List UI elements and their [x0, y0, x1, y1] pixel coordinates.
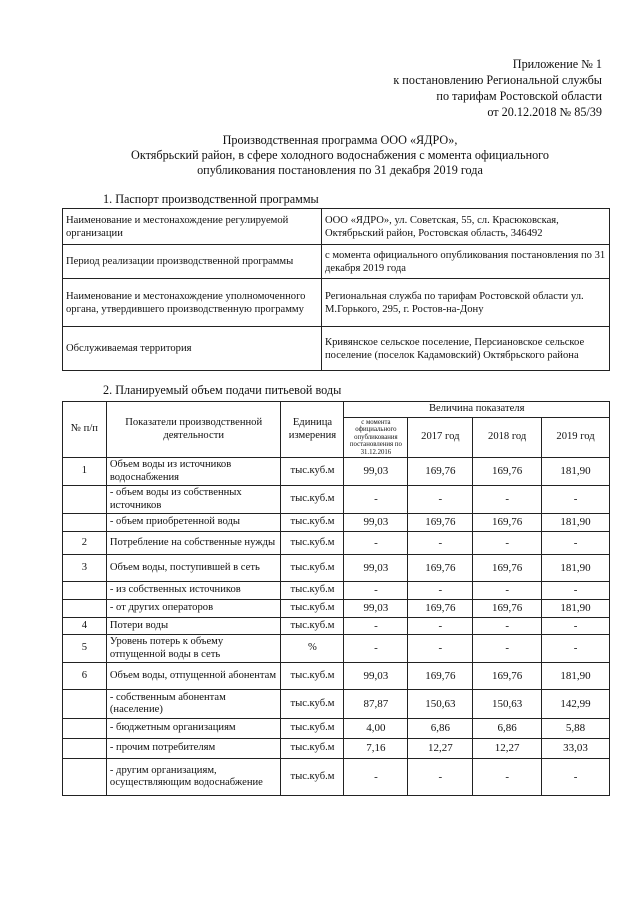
- appendix-line: от 20.12.2018 № 85/39: [487, 105, 602, 119]
- row-indicator: - бюджетным организациям: [106, 719, 281, 739]
- row-value-2017: -: [408, 582, 473, 600]
- row-indicator: Потребление на собственные нужды: [106, 532, 281, 555]
- row-num: [63, 759, 107, 796]
- row-value-period0: 99,03: [344, 663, 408, 690]
- passport-value: Региональная служба по тарифам Ростовской области ул. М.Горького, 295, г. Ростов-на-Дону: [322, 279, 610, 327]
- row-num: [63, 739, 107, 759]
- passport-label: Наименование и местонахождение уполномоченного органа, утвердившего производственную программу: [63, 279, 322, 327]
- passport-label: Период реализации производственной программы: [63, 245, 322, 279]
- row-indicator: Объем воды, отпущенной абонентам: [106, 663, 281, 690]
- row-value-2018: -: [473, 486, 542, 514]
- row-value-2018: 150,63: [473, 690, 542, 719]
- header-2017: 2017 год: [408, 417, 473, 458]
- row-value-2019: 33,03: [542, 739, 610, 759]
- table-header-row: [63, 402, 610, 418]
- row-value-2017: 169,76: [408, 600, 473, 618]
- row-unit: тыс.куб.м: [281, 532, 344, 555]
- row-value-2017: 169,76: [408, 663, 473, 690]
- row-value-period0: 99,03: [344, 555, 408, 582]
- row-value-2019: -: [542, 618, 610, 635]
- section-heading-volume: 2. Планируемый объем подачи питьевой воды: [103, 383, 342, 397]
- row-num: 4: [63, 618, 107, 635]
- row-value-2018: 169,76: [473, 663, 542, 690]
- row-value-2017: 6,86: [408, 719, 473, 739]
- volume-table: [62, 401, 610, 796]
- table-row: [63, 514, 610, 532]
- row-num: [63, 486, 107, 514]
- row-value-period0: -: [344, 532, 408, 555]
- row-value-2019: 142,99: [542, 690, 610, 719]
- row-indicator: - объем приобретенной воды: [106, 514, 281, 532]
- row-num: [63, 719, 107, 739]
- row-indicator: Уровень потерь к объему отпущенной воды в сеть: [106, 635, 281, 663]
- row-value-2018: -: [473, 582, 542, 600]
- row-indicator: - от других операторов: [106, 600, 281, 618]
- row-value-2019: -: [542, 759, 610, 796]
- row-unit: тыс.куб.м: [281, 719, 344, 739]
- row-num: [63, 690, 107, 719]
- title-line: Октябрьский район, в сфере холодного водоснабжения с момента официального: [131, 148, 549, 162]
- table-row: [63, 759, 610, 796]
- row-value-period0: 4,00: [344, 719, 408, 739]
- row-value-2018: 169,76: [473, 514, 542, 532]
- row-num: [63, 514, 107, 532]
- row-indicator: - собственным абонентам (население): [106, 690, 281, 719]
- section-heading-passport: 1. Паспорт производственной программы: [103, 192, 319, 206]
- row-value-2019: 181,90: [542, 514, 610, 532]
- passport-label: Обслуживаемая территория: [63, 327, 322, 371]
- row-value-2018: -: [473, 618, 542, 635]
- row-value-2018: 169,76: [473, 555, 542, 582]
- row-value-2019: 5,88: [542, 719, 610, 739]
- row-value-2018: -: [473, 759, 542, 796]
- table-row: [63, 532, 610, 555]
- document-title: [60, 133, 620, 178]
- header-2018: 2018 год: [473, 417, 542, 458]
- row-value-2017: -: [408, 759, 473, 796]
- header-indicator: Показатели производственной деятельности: [106, 402, 281, 458]
- table-row: [63, 555, 610, 582]
- table-row: [63, 279, 610, 327]
- passport-value: Кривянское сельское поселение, Персиановское сельское поселение (поселок Кадамовский) Октябрьского района: [322, 327, 610, 371]
- row-value-2018: 12,27: [473, 739, 542, 759]
- passport-label: Наименование и местонахождение регулируемой организации: [63, 209, 322, 245]
- table-row: [63, 719, 610, 739]
- volume-table-body: [63, 458, 610, 796]
- row-value-2017: 150,63: [408, 690, 473, 719]
- row-value-2017: -: [408, 486, 473, 514]
- row-value-2019: -: [542, 582, 610, 600]
- row-num: 3: [63, 555, 107, 582]
- row-num: 2: [63, 532, 107, 555]
- appendix-block: [342, 56, 602, 120]
- passport-value: ООО «ЯДРО», ул. Советская, 55, сл. Красюковская, Октябрьский район, Ростовская область, 346492: [322, 209, 610, 245]
- row-value-2018: -: [473, 635, 542, 663]
- table-row: [63, 245, 610, 279]
- appendix-line: к постановлению Региональной службы: [393, 73, 602, 87]
- table-row: [63, 486, 610, 514]
- row-value-2019: -: [542, 486, 610, 514]
- header-num: № п/п: [63, 402, 107, 458]
- row-value-2017: 12,27: [408, 739, 473, 759]
- row-num: 6: [63, 663, 107, 690]
- row-indicator: Потери воды: [106, 618, 281, 635]
- row-value-period0: 7,16: [344, 739, 408, 759]
- header-2019: 2019 год: [542, 417, 610, 458]
- row-num: [63, 582, 107, 600]
- table-row: [63, 582, 610, 600]
- header-unit: Единица измерения: [281, 402, 344, 458]
- row-value-2018: 169,76: [473, 458, 542, 486]
- row-unit: тыс.куб.м: [281, 600, 344, 618]
- row-num: 5: [63, 635, 107, 663]
- appendix-line: Приложение № 1: [512, 57, 602, 71]
- row-value-2017: 169,76: [408, 555, 473, 582]
- table-row: [63, 458, 610, 486]
- row-num: 1: [63, 458, 107, 486]
- passport-value: с момента официального опубликования постановления по 31 декабря 2019 года: [322, 245, 610, 279]
- row-value-2019: 181,90: [542, 663, 610, 690]
- row-value-2019: -: [542, 532, 610, 555]
- table-row: [63, 663, 610, 690]
- row-unit: тыс.куб.м: [281, 739, 344, 759]
- row-unit: тыс.куб.м: [281, 458, 344, 486]
- row-unit: тыс.куб.м: [281, 759, 344, 796]
- row-indicator: - объем воды из собственных источников: [106, 486, 281, 514]
- table-row: [63, 600, 610, 618]
- row-indicator: Объем воды, поступившей в сеть: [106, 555, 281, 582]
- row-value-2019: -: [542, 635, 610, 663]
- row-unit: тыс.куб.м: [281, 555, 344, 582]
- table-row: [63, 690, 610, 719]
- row-unit: %: [281, 635, 344, 663]
- table-row: [63, 618, 610, 635]
- row-value-period0: -: [344, 618, 408, 635]
- row-value-2017: -: [408, 618, 473, 635]
- row-indicator: - прочим потребителям: [106, 739, 281, 759]
- row-value-period0: 87,87: [344, 690, 408, 719]
- title-line: Производственная программа ООО «ЯДРО»,: [222, 133, 458, 147]
- row-value-period0: -: [344, 635, 408, 663]
- row-unit: тыс.куб.м: [281, 618, 344, 635]
- row-unit: тыс.куб.м: [281, 582, 344, 600]
- row-value-2017: -: [408, 635, 473, 663]
- row-value-2019: 181,90: [542, 555, 610, 582]
- row-value-period0: 99,03: [344, 458, 408, 486]
- row-value-2018: 6,86: [473, 719, 542, 739]
- row-value-2018: -: [473, 532, 542, 555]
- row-unit: тыс.куб.м: [281, 690, 344, 719]
- row-value-period0: -: [344, 582, 408, 600]
- row-value-2019: 181,90: [542, 600, 610, 618]
- row-value-period0: -: [344, 759, 408, 796]
- table-row: [63, 635, 610, 663]
- table-row: [63, 327, 610, 371]
- row-value-2017: 169,76: [408, 458, 473, 486]
- header-value: Величина показателя: [344, 402, 610, 418]
- header-period0: с момента официального опубликования постановления по 31.12.2016: [344, 417, 408, 458]
- row-value-2017: 169,76: [408, 514, 473, 532]
- table-row: [63, 739, 610, 759]
- row-unit: тыс.куб.м: [281, 663, 344, 690]
- title-line: опубликования постановления по 31 декабря 2019 года: [197, 163, 483, 177]
- row-value-2019: 181,90: [542, 458, 610, 486]
- table-row: [63, 209, 610, 245]
- row-indicator: - из собственных источников: [106, 582, 281, 600]
- row-indicator: - другим организациям, осуществляющим водоснабжение: [106, 759, 281, 796]
- row-value-2018: 169,76: [473, 600, 542, 618]
- appendix-line: по тарифам Ростовской области: [436, 89, 602, 103]
- row-unit: тыс.куб.м: [281, 514, 344, 532]
- row-value-2017: -: [408, 532, 473, 555]
- row-value-period0: 99,03: [344, 600, 408, 618]
- row-indicator: Объем воды из источников водоснабжения: [106, 458, 281, 486]
- passport-table: [62, 208, 610, 371]
- row-value-period0: -: [344, 486, 408, 514]
- row-unit: тыс.куб.м: [281, 486, 344, 514]
- row-num: [63, 600, 107, 618]
- row-value-period0: 99,03: [344, 514, 408, 532]
